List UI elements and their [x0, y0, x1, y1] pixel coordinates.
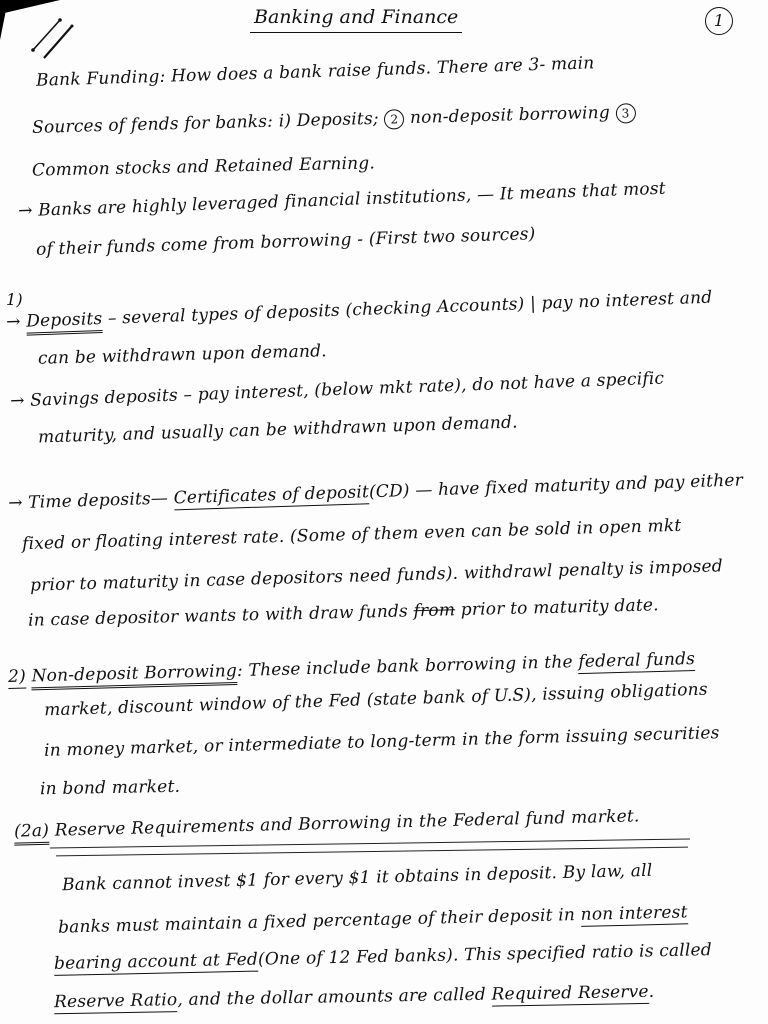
reserve-line-1: Bank cannot invest $1 for every $1 it obtains in deposit. By law, all — [61, 860, 653, 896]
time-deposits-line-1: → Time deposits— Certificates of deposit(CD) — have fixed maturity and pay either — [7, 470, 744, 514]
intro-line-1: Bank Funding: How does a bank raise funds. There are 3- main — [35, 53, 595, 91]
reserve-ratio-term: Reserve Ratio — [53, 990, 178, 1013]
intro-line-3: Common stocks and Retained Earning. — [31, 153, 376, 181]
required-reserve-term: Required Reserve — [491, 981, 649, 1005]
time-deposits-line-2: fixed or floating interest rate. (Some of them even can be sold in open mkt — [21, 515, 682, 555]
savings-line-1: → Savings deposits – pay interest, (below mkt rate), do not have a specific — [9, 368, 665, 412]
deposits-line-1: → Deposits – several types of deposits (checking Accounts) | pay no interest and — [6, 288, 713, 333]
deposits-number: 1) — [6, 290, 23, 309]
double-slash-mark — [30, 18, 80, 63]
non-deposit-line-1: 2) Non-deposit Borrowing: These include bank borrowing in the federal funds — [8, 649, 696, 687]
circled-number-3: 3 — [615, 103, 636, 124]
non-deposit-line-3: in money market, or intermediate to long-term in the form issuing securities — [43, 723, 720, 761]
reserve-heading-line — [14, 806, 640, 841]
time-deposits-line-4: in case depositor wants to with draw funds from prior to maturity date. — [27, 595, 659, 631]
intro-line-4: → Banks are highly leveraged financial institutions, — It means that most — [17, 178, 667, 222]
deposits-heading: Deposits — [26, 309, 103, 336]
non-deposit-number: 2) — [7, 666, 27, 687]
page-title: Banking and Finance — [250, 6, 462, 33]
deposits-line-2: can be withdrawn upon demand. — [37, 341, 328, 369]
page-number: 1 — [705, 7, 733, 35]
bearing-account-term: bearing account at Fed — [53, 949, 259, 974]
reserve-line-2: banks must maintain a fixed percentage of their deposit in non interest — [57, 902, 688, 938]
page-corner-shadow — [0, 0, 60, 14]
certificates-of-deposit: Certificates of deposit — [173, 482, 370, 509]
non-deposit-heading: Non-deposit Borrowing — [31, 661, 237, 690]
reserve-section-number: (2a) — [14, 821, 50, 846]
bank-funding-heading: Bank Funding — [35, 66, 160, 91]
intro-line-5: of their funds come from borrowing - (First two sources) — [35, 224, 536, 260]
struck-word: from — [413, 600, 456, 622]
savings-line-2: maturity, and usually can be withdrawn upon demand. — [37, 412, 519, 448]
time-deposits-line-3: prior to maturity in case depositors need funds). withdrawl penalty is imposed — [29, 556, 724, 596]
intro-line-2: Sources of fends for banks: i) Deposits; 2 non-deposit borrowing 3 — [32, 102, 636, 138]
reserve-line-3: bearing account at Fed(One of 12 Fed banks). This specified ratio is called — [53, 940, 713, 974]
non-deposit-line-2: market, discount window of the Fed (state bank of U.S), issuing obligations — [43, 679, 709, 721]
non-interest-term: non interest — [580, 902, 688, 925]
circled-number-2: 2 — [384, 109, 405, 130]
reserve-heading: Reserve Requirements and Borrowing in the Federal fund market. — [54, 806, 640, 841]
federal-funds-term: federal funds — [578, 649, 696, 673]
reserve-line-4: Reserve Ratio, and the dollar amounts are called Required Reserve. — [53, 981, 655, 1013]
non-deposit-line-4: in bond market. — [39, 776, 181, 800]
reserve-heading-underline-2 — [56, 847, 688, 857]
